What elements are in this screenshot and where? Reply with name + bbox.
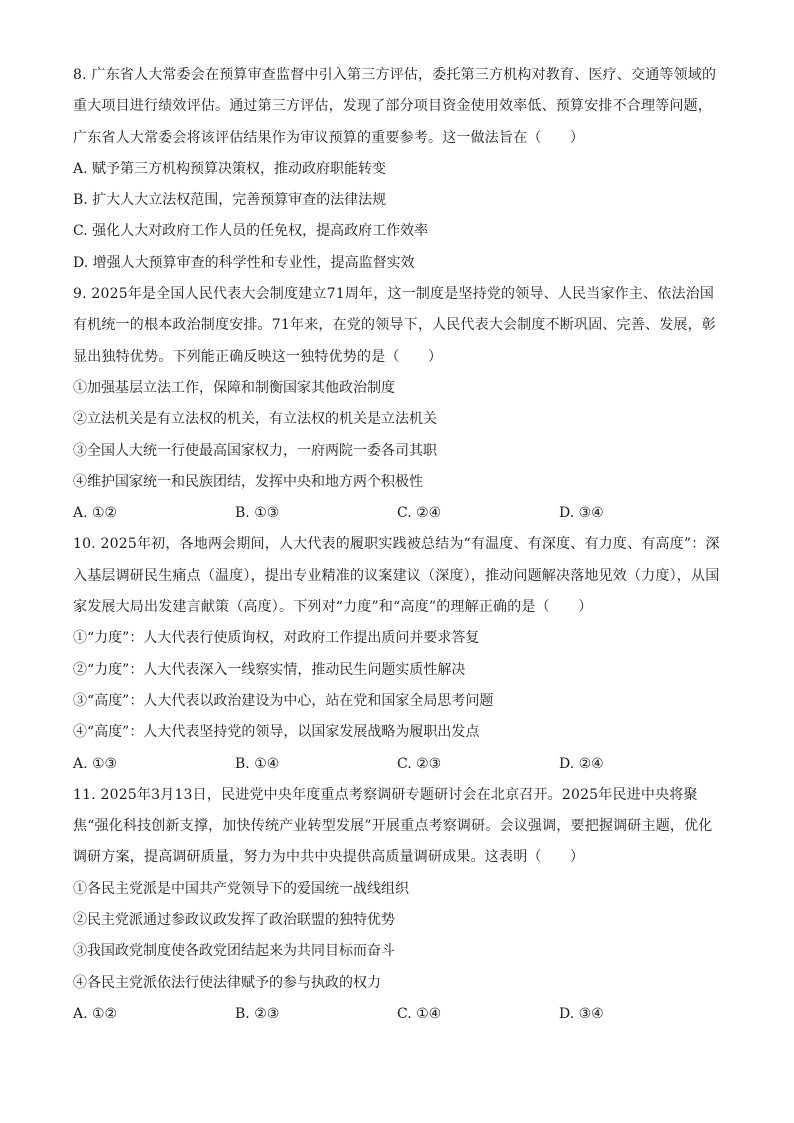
question-11-item-2: ②民主党派通过参政议政发挥了政治联盟的独特优势 [73,912,395,929]
question-10-choice-b: B. ①④ [235,755,280,772]
question-10-item-4: ④“高度”：人大代表坚持党的领导，以国家发展战略为履职出发点 [73,724,480,741]
question-11-choice-b: B. ②③ [235,1005,280,1022]
question-9-choice-b: B. ①③ [235,505,280,522]
exam-page [73,60,723,1030]
question-11-choice-a: A. ①② [73,1005,118,1022]
question-8-option-c: C. 强化人大对政府工作人员的任免权，提高政府工作效率 [73,223,429,240]
question-8-stem: 8. 广东省人大常委会在预算审查监督中引入第三方评估，委托第三方机构对教育、医疗、交通等领域的重大项目进行绩效评估。通过第三方评估，发现了部分项目资金使用效率低、预算安排不合理等问题，广东省人大常委会将该评估结果作为审议预算的重要参考。这一做法旨在（ ） [73,67,717,146]
question-9-choice-d: D. ③④ [559,505,604,522]
question-11-item-4: ④各民主党派依法行使法律赋予的参与执政的权力 [73,974,381,991]
question-11-item-1: ①各民主党派是中国共产党领导下的爱国统一战线组织 [73,880,409,897]
question-9-stem: 9. 2025年是全国人民代表大会制度建立71周年，这一制度是坚持党的领导、人民当家作主、依法治国有机统一的根本政治制度安排。71年来，在党的领导下，人民代表大会制度不断巩固、完善、发展，彰显出独特优势。下列能正确反映这一独特优势的是（ ） [73,286,717,365]
question-9-choice-c: C. ②④ [397,505,442,522]
question-8-option-a: A. 赋予第三方机构预算决策权，推动政府职能转变 [73,160,387,177]
question-11-choice-d: D. ③④ [559,1005,604,1022]
question-11-choices [73,999,723,1030]
question-11-item-3: ③我国政党制度使各政党团结起来为共同目标而奋斗 [73,943,395,960]
question-9-choice-a: A. ①② [73,505,118,522]
question-10-item-3: ③“高度”：人大代表以政治建设为中心，站在党和国家全局思考问题 [73,692,494,709]
question-10-choices [73,749,723,780]
question-8-option-d: D. 增强人大预算审查的科学性和专业性，提高监督实效 [73,254,415,271]
question-8 [73,60,723,279]
question-9-item-3: ③全国人大统一行使最高国家权力，一府两院一委各司其职 [73,442,437,459]
question-10 [73,529,723,779]
question-9-item-1: ①加强基层立法工作，保障和制衡国家其他政治制度 [73,379,395,396]
question-10-item-1: ①“力度”：人大代表行使质询权，对政府工作提出质问并要求答复 [73,630,480,647]
question-9-choices [73,498,723,529]
question-11-stem: 11. 2025年3月13日，民进党中央年度重点考察调研专题研讨会在北京召开。2025年民进中央将聚焦“强化科技创新支撑，加快传统产业转型发展”开展重点考察调研。会议强调，要把握调研主题，优化调研方案，提高调研质量，努力为中共中央提供高质量调研成果。这表明（ ） [73,786,713,866]
question-10-item-2: ②“力度”：人大代表深入一线察实情，推动民生问题实质性解决 [73,661,466,678]
question-9-item-2: ②立法机关是有立法权的机关，有立法权的机关是立法机关 [73,411,437,428]
question-9-item-4: ④维护国家统一和民族团结，发挥中央和地方两个积极性 [73,473,423,490]
question-10-choice-a: A. ①③ [73,755,118,772]
question-11-choice-c: C. ①④ [397,1005,442,1022]
question-10-choice-c: C. ②③ [397,755,442,772]
question-8-option-b: B. 扩大人大立法权范围，完善预算审查的法律法规 [73,192,387,209]
question-10-stem: 10. 2025年初，各地两会期间，人大代表的履职实践被总结为“有温度、有深度、有力度、有高度”：深入基层调研民生痛点（温度），提出专业精准的议案建议（深度），推动问题解决落地见效（力度），从国家发展大局出发建言献策（高度）。下列对“力度”和“高度”的理解正确的是（ ） [73,536,720,616]
question-11 [73,780,723,1030]
question-9 [73,279,723,529]
question-10-choice-d: D. ②④ [559,755,604,772]
